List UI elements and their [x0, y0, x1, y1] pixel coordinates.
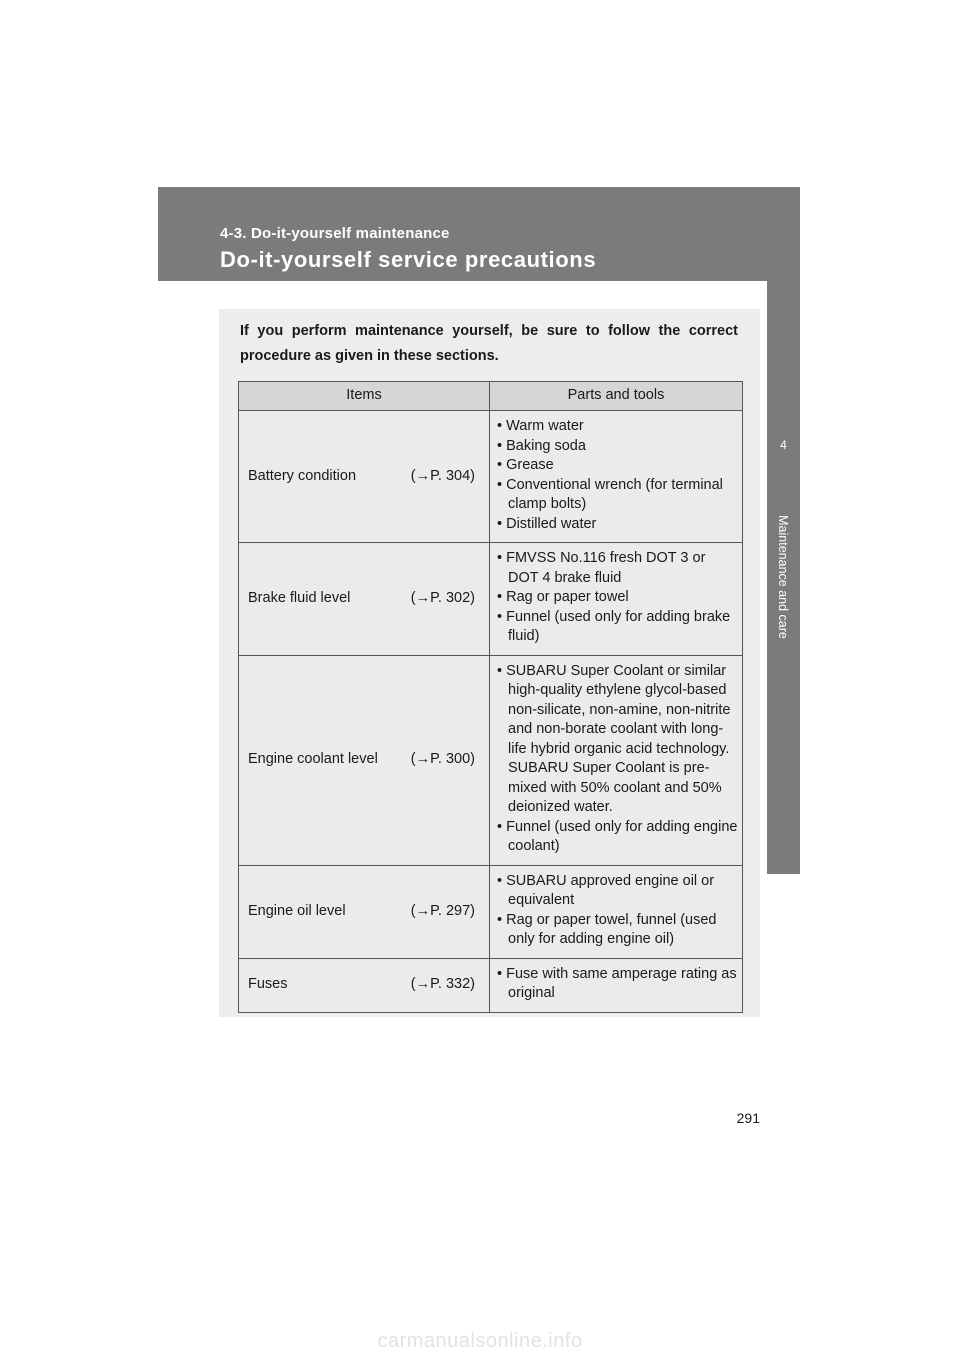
- tools-cell: [490, 655, 743, 865]
- tools-cell: [490, 958, 743, 1012]
- header-items: Items: [239, 382, 490, 411]
- watermark-link[interactable]: carmanualsonline.info: [377, 1330, 583, 1352]
- page-reference: (→P. 302): [410, 590, 475, 606]
- table-header-row: [239, 382, 743, 411]
- item-name: Engine oil level: [248, 902, 346, 919]
- tool-item: • Conventional wrench (for terminal clamp bolts): [497, 476, 723, 512]
- table-row: [239, 865, 743, 958]
- tool-item: • FMVSS No.116 fresh DOT 3 or DOT 4 brake fluid: [497, 550, 706, 586]
- header-parts-and-tools: Parts and tools: [490, 382, 743, 411]
- item-cell: [239, 543, 490, 656]
- tool-item: • SUBARU approved engine oil or equivalent: [497, 872, 715, 908]
- tools-cell: [490, 865, 743, 958]
- item-name: Brake fluid level: [248, 590, 351, 606]
- page-reference: (→P. 332): [410, 976, 475, 993]
- item-cell: [239, 958, 490, 1012]
- section-header: [158, 187, 800, 281]
- tools-cell: [490, 411, 743, 543]
- item-cell: [239, 411, 490, 543]
- chapter-title: Maintenance and care: [776, 515, 790, 639]
- tool-item: • Funnel (used only for adding brake fluid): [497, 608, 731, 644]
- tool-item: • SUBARU Super Coolant or similar high-quality ethylene glycol-based non-silicate, non-amine, non-nitrite and non-borate coolant with long-life hybrid organic acid technology. SUBARU Super Coolant is pre-mixed with 50% coolant and 50% deionized water.: [497, 662, 731, 815]
- chapter-number: 4: [780, 438, 787, 452]
- tool-item: • Rag or paper towel: [497, 589, 629, 605]
- item-cell: [239, 865, 490, 958]
- table-row: [239, 411, 743, 543]
- tool-item: • Grease: [497, 457, 554, 473]
- chapter-side-tab: [767, 281, 800, 874]
- tool-item: • Distilled water: [497, 515, 597, 532]
- tool-item: • Funnel (used only for adding engine coolant): [497, 818, 738, 854]
- tool-item: • Fuse with same amperage rating as original: [497, 965, 737, 1001]
- item-cell: [239, 655, 490, 865]
- tool-item: • Baking soda: [497, 437, 586, 454]
- page-reference: (→P. 300): [410, 751, 475, 768]
- content-box: [219, 309, 760, 1017]
- tool-item: • Rag or paper towel, funnel (used only for adding engine oil): [497, 911, 717, 947]
- table-row: [239, 958, 743, 1012]
- intro-text: If you perform maintenance yourself, be sure to follow the correct procedure as given in these sections.: [240, 323, 738, 364]
- tool-item: • Warm water: [497, 418, 584, 434]
- page-title: Do-it-yourself service precautions: [220, 247, 597, 272]
- table-row: [239, 655, 743, 865]
- section-label: 4-3. Do-it-yourself maintenance: [220, 225, 450, 242]
- parts-table: [238, 381, 743, 1013]
- item-name: Engine coolant level: [248, 751, 378, 768]
- page-reference: (→P. 304): [410, 467, 475, 484]
- tools-cell: [490, 543, 743, 656]
- page-reference: (→P. 297): [410, 902, 475, 919]
- item-name: Fuses: [248, 976, 288, 993]
- item-name: Battery condition: [248, 467, 357, 484]
- page-number: 291: [736, 1110, 760, 1126]
- table-row: [239, 543, 743, 656]
